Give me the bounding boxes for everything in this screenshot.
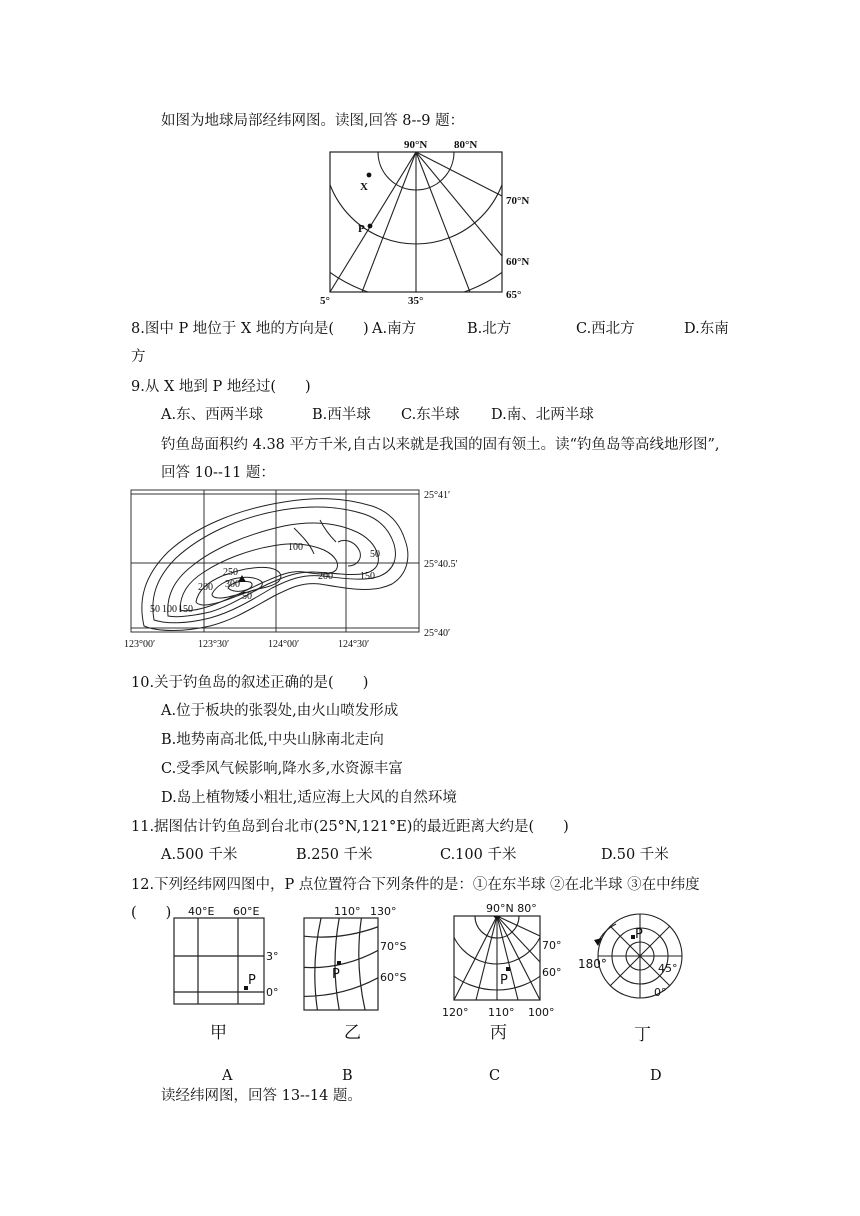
q11-option-c: C.100 千米 [440, 847, 517, 863]
q12-answer-paren: ( ) [131, 905, 172, 921]
lat-60n-label: 60°N [506, 256, 530, 268]
bing-lon-110: 110° [488, 1006, 515, 1019]
ding-lon-0: 0° [654, 986, 667, 999]
bing-name: 丙 [490, 1023, 507, 1043]
lon-65-label: 65° [506, 289, 522, 301]
q9-stem: 9.从 X 地到 P 地经过( ) [131, 379, 311, 395]
q8-9-intro: 如图为地球局部经纬网图。读图,回答 8--9 题： [161, 113, 465, 129]
q8-option-d-wrap: 方 [131, 349, 146, 365]
lat-label-25-40-5: 25°40.5′ [424, 559, 458, 570]
graticule-bing [440, 896, 570, 1044]
q9-option-a: A.东、西两半球 [161, 407, 264, 423]
lon-label-123-30: 123°30′ [198, 639, 230, 650]
bing-top-label: 90°N 80° [486, 902, 537, 915]
contour-50-west: 50 [150, 604, 160, 615]
graticule-figure-1 [312, 136, 532, 308]
q10-stem: 10.关于钓鱼岛的叙述正确的是( ) [131, 675, 369, 691]
jia-name: 甲 [210, 1023, 227, 1043]
lon-35-label: 35° [408, 295, 424, 307]
contour-150-east: 150 [360, 571, 375, 582]
lat-80n-label: 80°N [454, 139, 478, 151]
point-p-label: P [358, 223, 365, 235]
ding-point-p-label: P [635, 927, 643, 942]
q11-option-d: D.50 千米 [601, 847, 669, 863]
jia-point-p-label: P [248, 973, 256, 988]
q12-option-d: D [650, 1068, 662, 1084]
q8-stem: 8.图中 P 地位于 X 地的方向是( ) [131, 321, 369, 337]
q10-11-intro-line2: 回答 10--11 题： [161, 465, 275, 481]
q10-option-d: D.岛上植物矮小粗壮,适应海上大风的自然环境 [161, 790, 457, 806]
yi-point-p-label: P [332, 967, 340, 982]
graticule-yi [300, 904, 430, 1044]
ding-name: 丁 [634, 1025, 651, 1044]
q10-option-b: B.地势南高北低,中央山脉南北走向 [161, 732, 384, 748]
bing-lat-70: 70° [542, 939, 562, 952]
q12-stem: 12.下列经纬网四图中，P 点位置符合下列条件的是：①在东半球 ②在北半球 ③在中纬度 [131, 877, 700, 893]
q9-option-d: D.南、北两半球 [491, 407, 594, 423]
q8-option-d: D.东南 [684, 321, 729, 337]
lon-label-124-30: 124°30′ [338, 639, 370, 650]
q9-option-c: C.东半球 [401, 407, 460, 423]
contour-50-south: 50 [242, 591, 252, 602]
q9-option-b: B.西半球 [312, 407, 371, 423]
q11-option-a: A.500 千米 [161, 847, 238, 863]
yi-point-p-marker [337, 961, 341, 965]
contour-100-west: 100 [162, 604, 177, 615]
yi-lon-130: 130° [370, 905, 397, 918]
bing-point-p-label: P [500, 973, 508, 988]
bing-lon-120: 120° [442, 1006, 469, 1019]
lat-90n-label: 90°N [404, 139, 428, 151]
ding-lon-180: 180° [578, 957, 607, 971]
contour-50-east: 50 [370, 549, 380, 560]
bing-lat-60: 60° [542, 966, 562, 979]
q11-stem: 11.据图估计钓鱼岛到台北市(25°N,121°E)的最近距离大约是( ) [131, 819, 569, 835]
q11-option-b: B.250 千米 [296, 847, 373, 863]
lon-5-label: 5° [320, 295, 330, 307]
jia-lon-60e: 60°E [233, 905, 260, 918]
jia-lon-40e: 40°E [188, 905, 215, 918]
bing-lon-100: 100° [528, 1006, 555, 1019]
q8-option-c: C.西北方 [576, 321, 635, 337]
lon-label-124-00: 124°00′ [268, 639, 300, 650]
q8-option-a: A.南方 [372, 321, 417, 337]
jia-lat-3: 3° [266, 950, 279, 963]
q12-option-a: A [222, 1068, 233, 1084]
contour-200-east: 200 [318, 571, 333, 582]
q10-11-intro-line1: 钓鱼岛面积约 4.38 平方千米,自古以来就是我国的固有领土。读“钓鱼岛等高线地形图”, [161, 437, 720, 453]
contour-300: 300 [225, 579, 240, 590]
q8-option-b: B.北方 [467, 321, 512, 337]
diaoyu-contour-map [124, 484, 494, 650]
contour-250: 250 [223, 567, 238, 578]
yi-lat-60s: 60°S [380, 971, 407, 984]
point-x-label: X [360, 181, 368, 193]
yi-name: 乙 [344, 1023, 361, 1043]
q12-option-c: C [489, 1068, 501, 1084]
contour-200-west: 200 [198, 582, 213, 593]
q10-option-c: C.受季风气候影响,降水多,水资源丰富 [161, 761, 403, 777]
jia-lat-0: 0° [266, 986, 279, 999]
contour-150-west: 150 [178, 604, 193, 615]
graticule-jia [170, 904, 288, 1044]
ding-lon-45: 45° [658, 962, 678, 975]
polar-graticule-ding [576, 912, 706, 1044]
q12-option-b: B [342, 1068, 353, 1084]
lon-label-123-00: 123°00′ [124, 639, 156, 650]
point-x-marker [367, 173, 372, 178]
contour-100-north: 100 [288, 542, 303, 553]
yi-lon-110: 110° [334, 905, 361, 918]
q10-option-a: A.位于板块的张裂处,由火山喷发形成 [161, 703, 399, 719]
q13-14-intro: 读经纬网图，回答 13--14 题。 [161, 1088, 362, 1104]
yi-lat-70s: 70°S [380, 940, 407, 953]
lat-70n-label: 70°N [506, 195, 530, 207]
lat-label-25-40: 25°40′ [424, 628, 451, 639]
lat-label-25-41: 25°41′ [424, 490, 451, 501]
point-p-marker [368, 224, 373, 229]
bing-point-p-marker [506, 967, 510, 971]
